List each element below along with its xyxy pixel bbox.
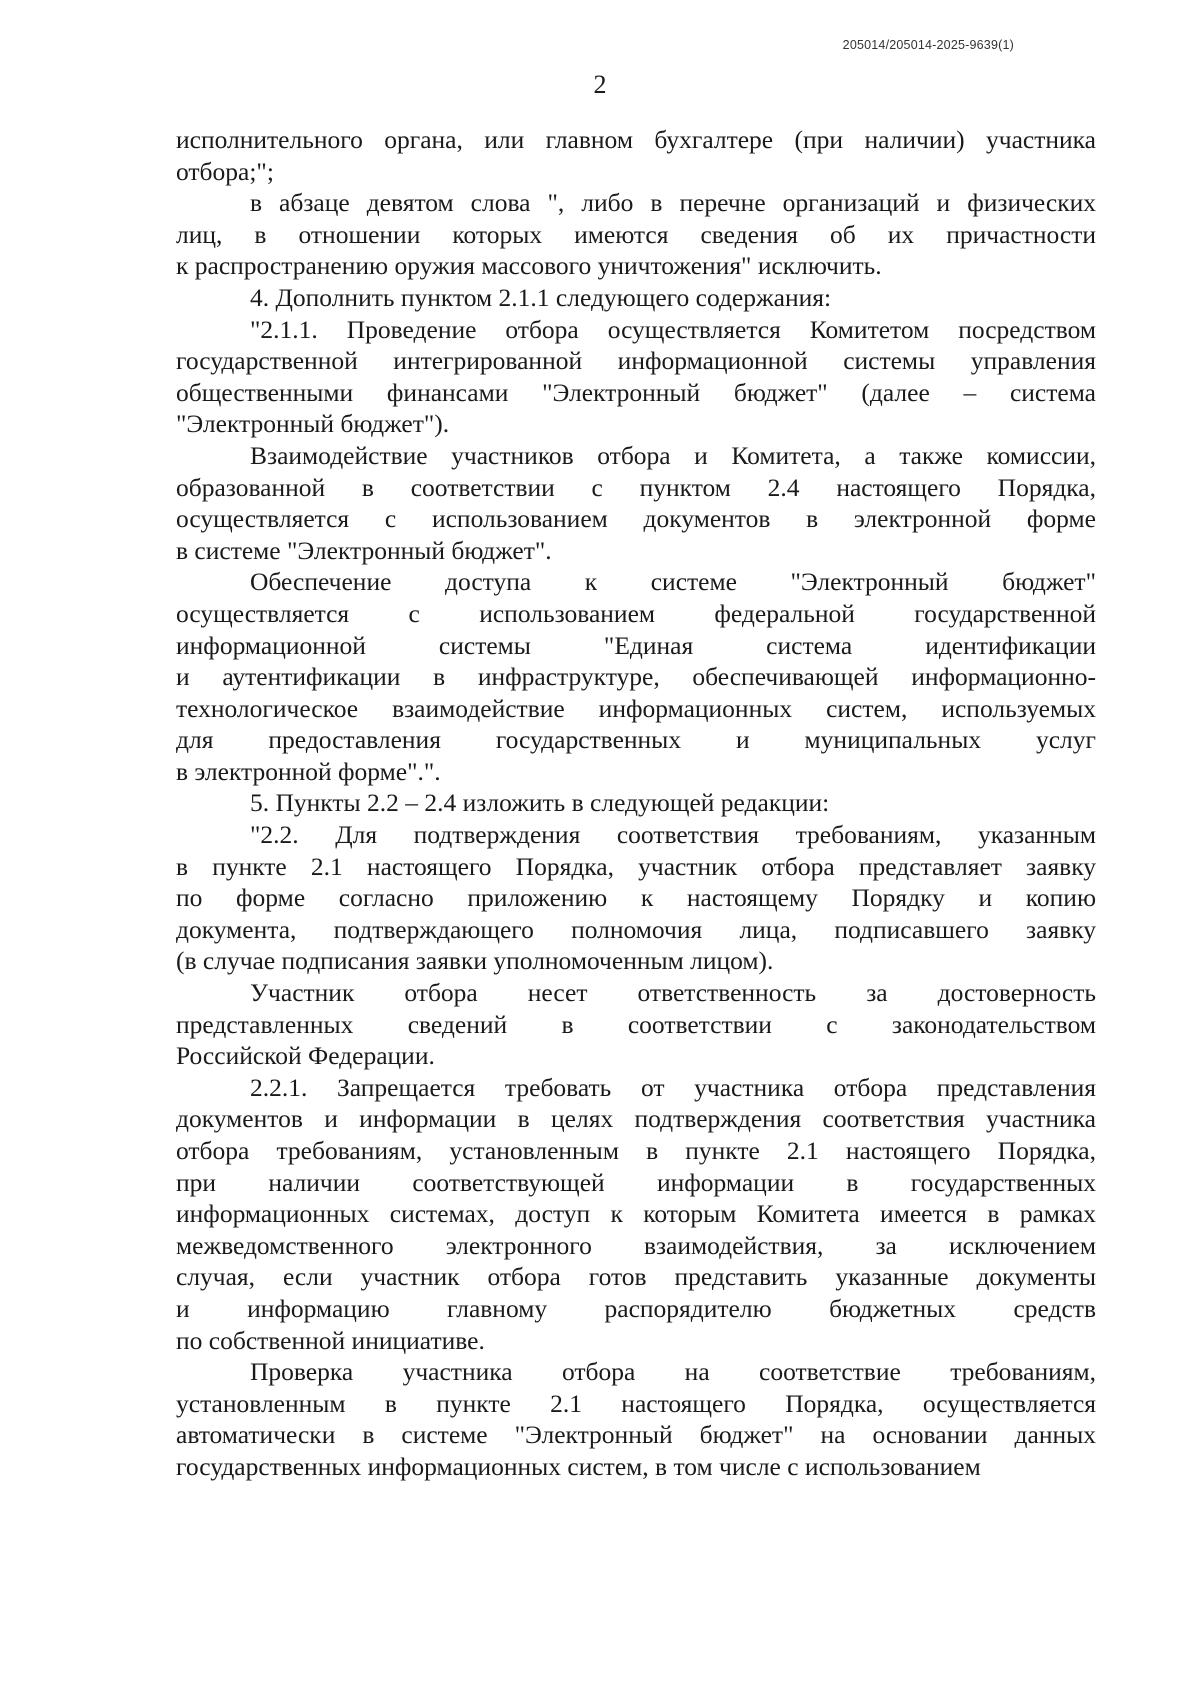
text-line: документов и информации в целях подтверждения соответствия участника bbox=[176, 1104, 1096, 1134]
text-line: Участник отбора несет ответственность за достоверность bbox=[250, 978, 1096, 1008]
text-line: Проверка участника отбора на соответствие требованиям, bbox=[250, 1357, 1096, 1387]
paragraph bbox=[176, 1356, 1096, 1482]
text-line: 2.2.1. Запрещается требовать от участника отбора представления bbox=[250, 1072, 1096, 1102]
paragraph bbox=[176, 187, 1096, 282]
paragraph bbox=[176, 787, 1096, 819]
paragraph bbox=[176, 566, 1096, 787]
text-line: в электронной форме".". bbox=[176, 756, 441, 786]
text-line: "2.1.1. Проведение отбора осуществляется Комитетом посредством bbox=[250, 314, 1096, 344]
text-line: государственных информационных систем, в том числе с использованием bbox=[176, 1451, 981, 1481]
text-line: в пункте 2.1 настоящего Порядка, участник отбора представляет заявку bbox=[176, 851, 1096, 881]
text-line: установленным в пункте 2.1 настоящего Порядка, осуществляется bbox=[176, 1388, 1096, 1418]
text-line: по форме согласно приложению к настоящему Порядку и копию bbox=[176, 883, 1096, 913]
text-line: в абзаце девятом слова ", либо в перечне организаций и физических bbox=[250, 188, 1096, 218]
text-line: "2.2. Для подтверждения соответствия требованиям, указанным bbox=[250, 820, 1096, 850]
text-line: государственной интегрированной информационной системы управления bbox=[176, 346, 1096, 376]
text-line: и аутентификации в инфраструктуре, обеспечивающей информационно- bbox=[176, 662, 1096, 692]
text-line: документа, подтверждающего полномочия лица, подписавшего заявку bbox=[176, 914, 1096, 944]
text-line: отбора;"; bbox=[176, 156, 274, 186]
text-line: информационной системы "Единая система идентификации bbox=[176, 630, 1096, 660]
text-line: осуществляется с использованием федеральной государственной bbox=[176, 598, 1096, 628]
text-line: исполнительного органа, или главном бухгалтере (при наличии) участника bbox=[176, 125, 1096, 154]
paragraph bbox=[176, 440, 1096, 566]
paragraph bbox=[176, 819, 1096, 977]
text-line: представленных сведений в соответствии с законодательством bbox=[176, 1009, 1096, 1039]
paragraph bbox=[176, 1072, 1096, 1356]
text-line: отбора требованиям, установленным в пункте 2.1 настоящего Порядка, bbox=[176, 1136, 1096, 1165]
text-line: случая, если участник отбора готов представить указанные документы bbox=[176, 1262, 1096, 1292]
text-line: осуществляется с использованием документов в электронной форме bbox=[176, 504, 1096, 534]
paragraph bbox=[176, 282, 1096, 314]
text-line: Российской Федерации. bbox=[176, 1041, 435, 1071]
text-line: общественными финансами "Электронный бюджет" (далее – система bbox=[176, 377, 1096, 407]
text-line: автоматически в системе "Электронный бюджет" на основании данных bbox=[176, 1420, 1096, 1450]
text-line: образованной в соответствии с пунктом 2.4 настоящего Порядка, bbox=[176, 472, 1096, 502]
text-line: Обеспечение доступа к системе "Электронный бюджет" bbox=[250, 567, 1096, 597]
text-line: Взаимодействие участников отбора и Комитета, а также комиссии, bbox=[250, 440, 1096, 470]
text-line: и информацию главному распорядителю бюджетных средств bbox=[176, 1293, 1096, 1323]
document-id: 205014/205014-2025-9639(1) bbox=[842, 38, 1014, 52]
text-line: 4. Дополнить пунктом 2.1.1 следующего содержания: bbox=[250, 282, 832, 312]
document-body bbox=[176, 124, 1096, 1483]
text-line: "Электронный бюджет"). bbox=[176, 409, 450, 439]
paragraph bbox=[176, 124, 1096, 187]
text-line: межведомственного электронного взаимодействия, за исключением bbox=[176, 1230, 1096, 1260]
text-line: (в случае подписания заявки уполномоченным лицом). bbox=[176, 946, 774, 976]
paragraph bbox=[176, 977, 1096, 1072]
text-line: к распространению оружия массового уничтожения" исключить. bbox=[176, 251, 882, 281]
text-line: технологическое взаимодействие информационных систем, используемых bbox=[176, 693, 1096, 723]
paragraph bbox=[176, 314, 1096, 440]
text-line: информационных системах, доступ к которым Комитета имеется в рамках bbox=[176, 1199, 1096, 1229]
page-number: 2 bbox=[593, 70, 607, 99]
text-line: в системе "Электронный бюджет". bbox=[176, 535, 552, 565]
text-line: для предоставления государственных и муниципальных услуг bbox=[176, 725, 1096, 755]
text-line: 5. Пункты 2.2 – 2.4 изложить в следующей редакции: bbox=[250, 788, 830, 818]
text-line: при наличии соответствующей информации в государственных bbox=[176, 1167, 1096, 1197]
text-line: лиц, в отношении которых имеются сведения об их причастности bbox=[176, 219, 1096, 249]
text-line: по собственной инициативе. bbox=[176, 1325, 485, 1355]
